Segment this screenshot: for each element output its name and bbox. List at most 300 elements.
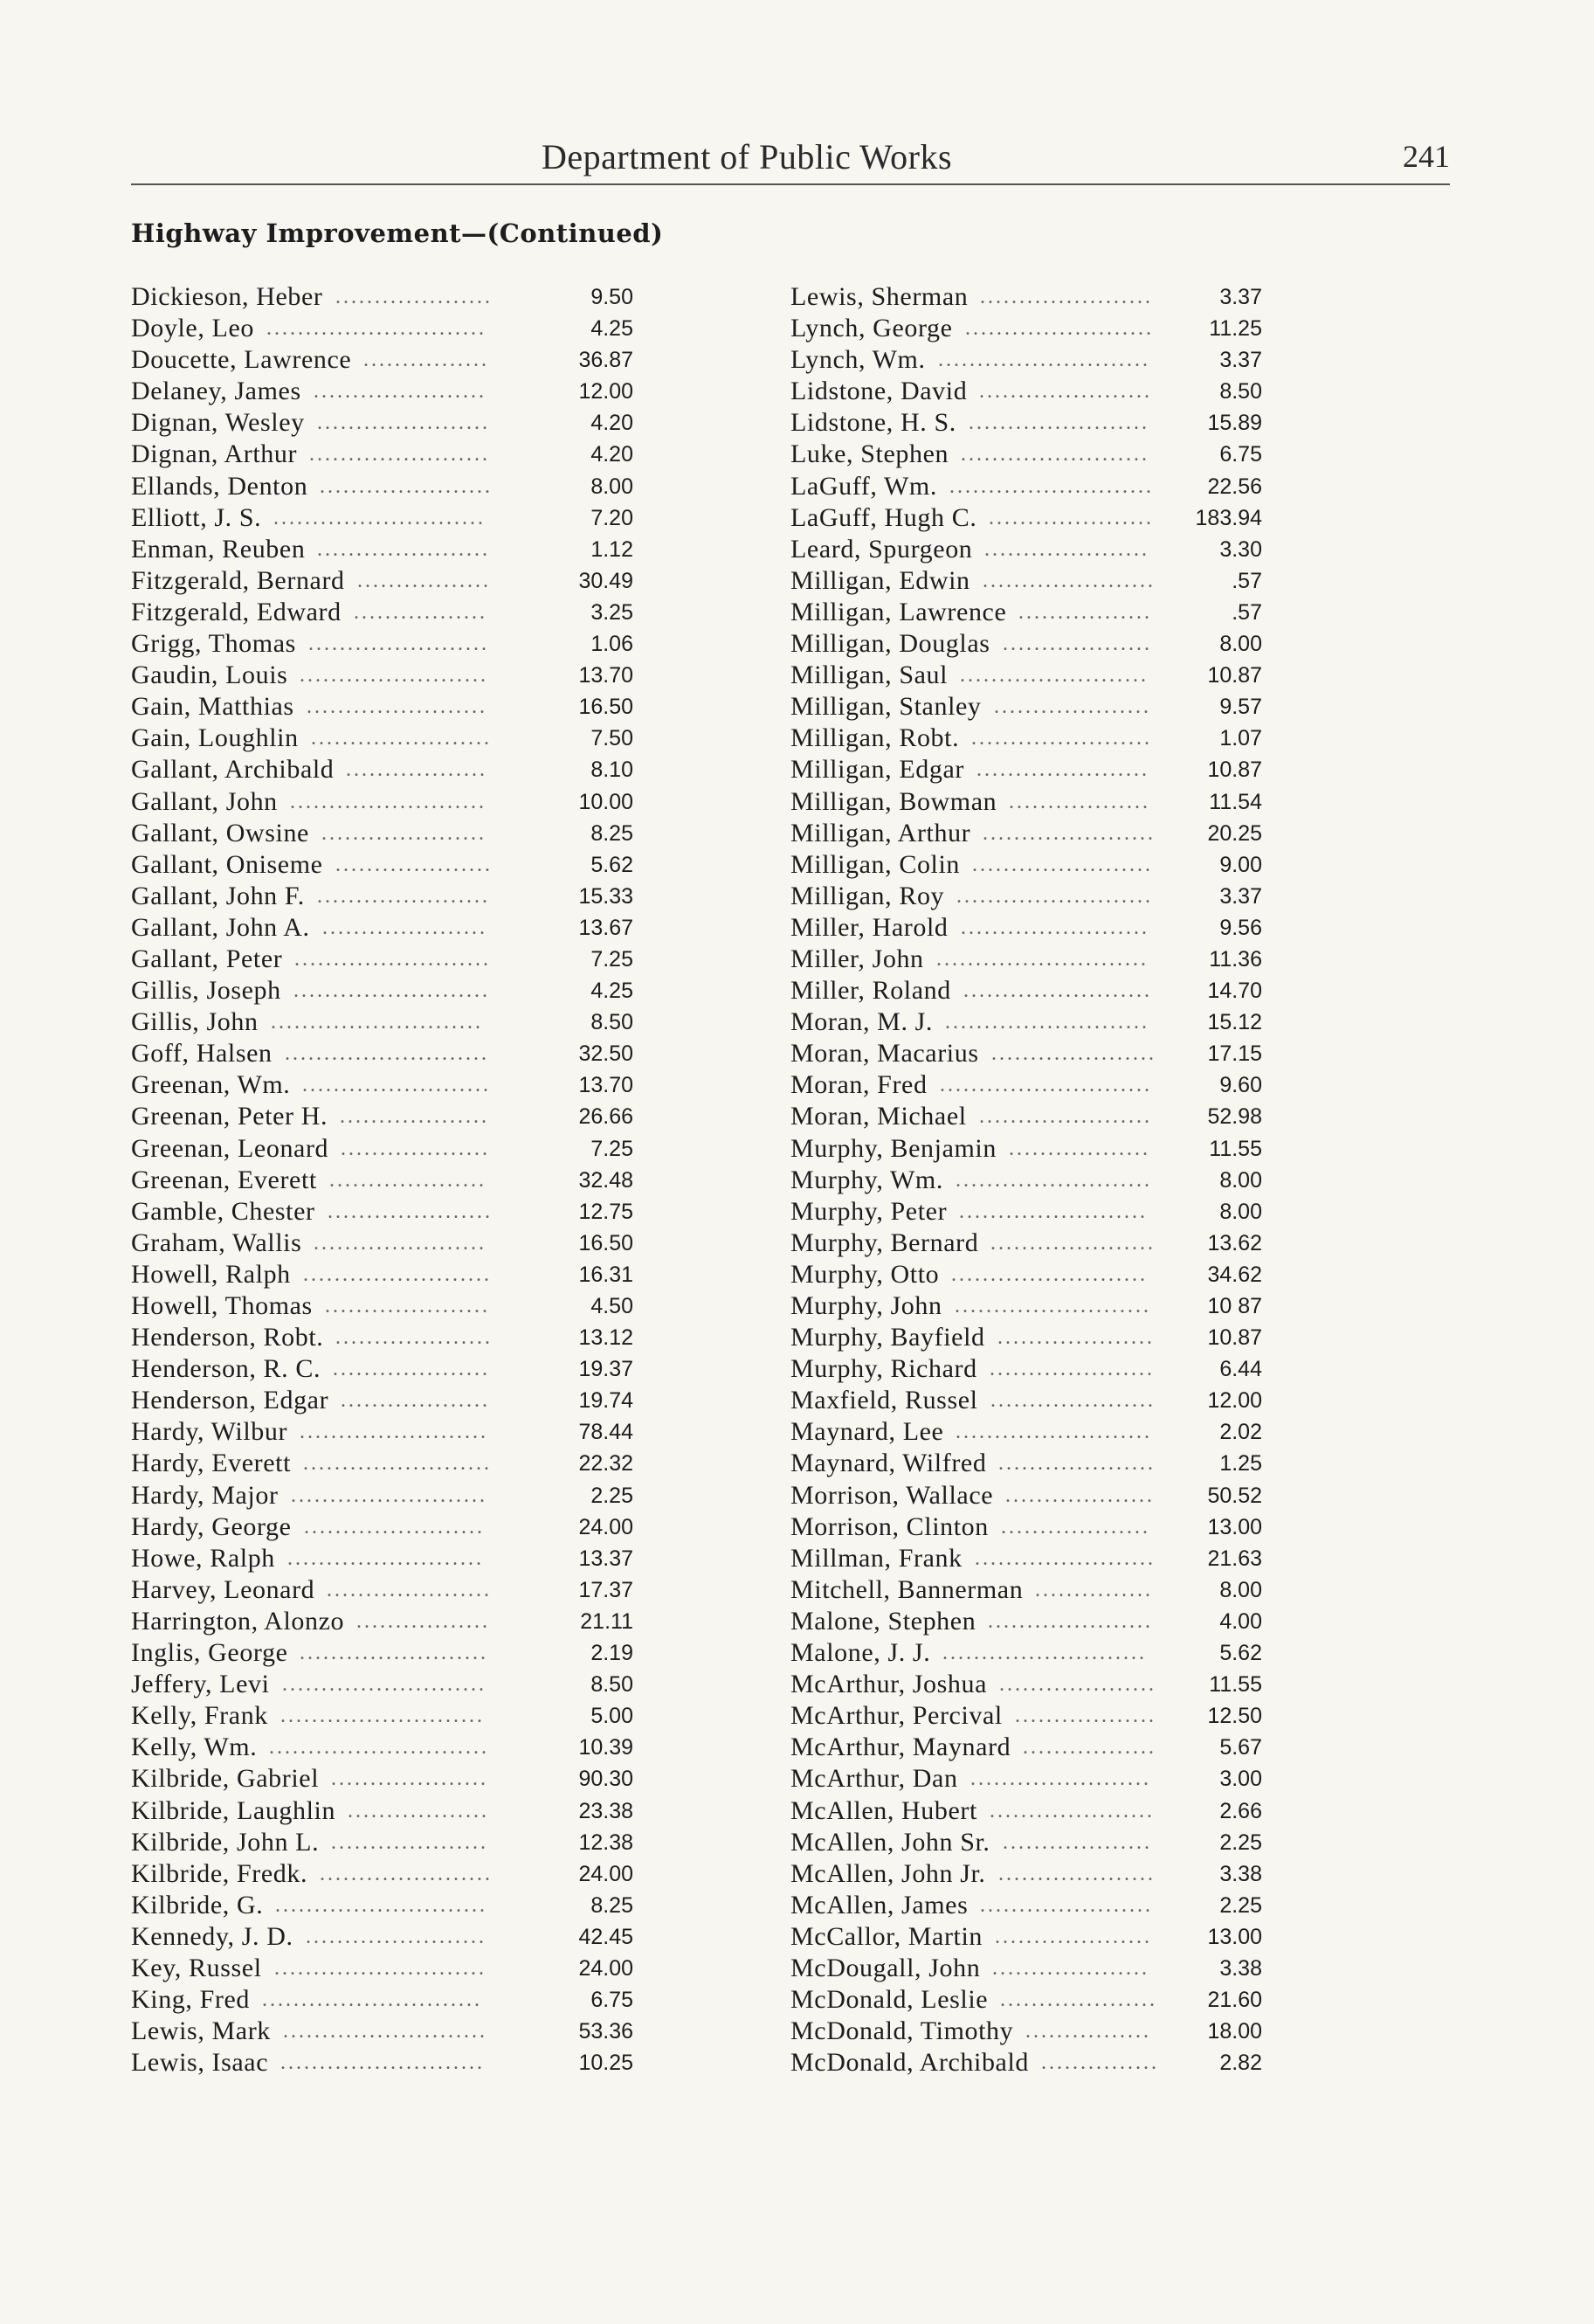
entry-name: Murphy, Otto [790,1259,940,1289]
leader-dots: ................. [354,600,487,624]
entry-name: Doyle, Leo [131,314,254,343]
list-item [790,1858,1262,1890]
entry-name: McDougall, John [790,1953,981,1982]
entry-name: Graham, Wallis [131,1228,302,1257]
entry-name: Hardy, Major [131,1480,279,1510]
entry-name: Gaudin, Louis [131,661,288,690]
leader-dots: .................... [335,1326,493,1350]
leader-dots: ...................... [983,569,1156,592]
list-item [131,1069,633,1101]
entry-amount: 11.36 [1209,946,1262,972]
list-item [790,1669,1262,1700]
list-item [131,344,633,376]
list-item [131,691,633,723]
entry-name: Milligan, Colin [790,849,961,879]
leader-dots: ......................... [956,1168,1152,1192]
leader-dots: ..................... [322,916,487,939]
list-item [131,818,633,849]
leader-dots: ..................... [991,1042,1156,1066]
entry-amount: 5.00 [590,1704,633,1729]
entry-amount: 4.20 [590,442,633,467]
entry-amount: 8.50 [590,1010,633,1035]
list-item [790,1416,1262,1448]
entry-amount: 53.36 [578,2019,633,2044]
list-item [131,1543,633,1574]
leader-dots: .................. [348,1799,489,1823]
page-header [131,131,1450,187]
entry-amount: 17.37 [578,1577,633,1602]
leader-dots: ......................... [294,947,491,971]
list-item [131,628,633,660]
entry-name: Elliott, J. S. [131,502,262,532]
leader-dots: ..................... [327,1578,492,1601]
list-item [790,1921,1262,1953]
leader-dots: .................... [997,1326,1155,1350]
list-item [131,376,633,407]
entry-amount: 4.00 [1219,1608,1262,1634]
list-item [131,1038,633,1069]
entry-amount: 6.75 [1219,442,1262,467]
entry-amount: 16.50 [578,1230,633,1255]
entry-amount: 17.15 [1207,1041,1262,1067]
list-item [790,565,1262,597]
entry-name: Milligan, Arthur [790,818,971,847]
entry-name: Henderson, R. C. [131,1354,321,1384]
list-item [131,1953,633,1984]
leader-dots: .......................... [285,1042,489,1066]
entry-amount: 22.32 [578,1451,633,1477]
list-item [131,1259,633,1290]
entry-name: Murphy, Wm. [790,1165,943,1194]
entry-amount: 11.54 [1209,789,1262,814]
entry-name: Kennedy, J. D. [131,1921,293,1951]
entry-amount: 14.70 [1207,979,1262,1004]
leader-dots: ........................... [936,947,1149,971]
entry-amount: 10.00 [578,789,633,814]
entry-amount: 2.66 [1219,1798,1262,1823]
leader-dots: ..................... [988,1609,1153,1633]
leader-dots: ...................... [980,1893,1153,1917]
list-item [131,1732,633,1763]
list-item [790,1574,1262,1606]
entry-amount: 26.66 [578,1104,633,1130]
entry-amount: 2.82 [1219,2051,1262,2076]
list-item [790,660,1262,691]
entry-amount: 5.62 [1219,1641,1262,1666]
entry-amount: 8.00 [1219,1167,1262,1193]
list-item [131,1606,633,1637]
leader-dots: ........................ [303,1452,492,1476]
leader-dots: ........................ [300,1421,488,1444]
leader-dots: .................... [331,1767,488,1791]
leader-dots: ......................... [290,790,486,813]
entry-name: Miller, Roland [790,976,951,1006]
entry-amount: 2.02 [1219,1420,1262,1445]
leader-dots: .......................... [280,1705,485,1728]
entry-name: Gallant, Peter [131,944,283,973]
leader-dots: ................... [1003,633,1152,656]
list-item [790,2047,1262,2078]
entry-amount: 15.89 [1207,411,1262,436]
entry-amount: 3.30 [1219,536,1262,562]
entry-amount: 3.37 [1219,348,1262,373]
leader-dots: ...................... [317,537,490,561]
list-item [131,723,633,754]
entry-name: McCallor, Martin [790,1921,983,1951]
entry-amount: 90.30 [578,1767,633,1792]
list-item [131,1322,633,1353]
entry-amount: 20.25 [1207,820,1262,846]
list-item [790,691,1262,723]
list-item [790,1196,1262,1228]
entry-name: Moran, Fred [790,1070,928,1100]
entry-amount: 13.62 [1207,1230,1262,1255]
entry-amount: 8.25 [590,1892,633,1918]
entry-name: Maxfield, Russel [790,1386,978,1415]
entry-amount: 9.57 [1219,695,1262,720]
leader-dots: ....................... [306,1925,486,1948]
leader-dots: ....................... [309,443,490,467]
list-item [790,849,1262,881]
list-item [131,1353,633,1385]
list-item [790,1290,1262,1322]
entry-amount: 78.44 [578,1420,633,1445]
entry-amount: 12.00 [578,379,633,405]
entry-amount: 50.52 [1207,1483,1262,1508]
list-item [790,1763,1262,1795]
leader-dots: ...................... [317,884,490,908]
leader-dots: .......................... [945,1011,1149,1034]
entry-name: Murphy, Benjamin [790,1133,997,1163]
entry-name: Gallant, John A. [131,912,310,942]
leader-dots: ....................... [304,1515,485,1539]
leader-dots: .................... [329,1168,486,1192]
entry-name: Gillis, Joseph [131,976,281,1006]
leader-dots: ..................... [325,1295,490,1318]
entry-amount: 4.25 [590,979,633,1004]
entry-amount: 21.60 [1207,1988,1262,2013]
list-item [790,1890,1262,1921]
entry-amount: 183.94 [1195,505,1262,530]
entry-name: McDonald, Archibald [790,2048,1030,2078]
leader-dots: .......................... [942,1642,1147,1665]
entry-amount: 42.45 [578,1924,633,1949]
list-item [131,754,633,785]
entry-name: Kelly, Wm. [131,1733,258,1762]
entry-name: Murphy, Richard [790,1354,977,1384]
list-item [131,1101,633,1132]
entry-amount: 8.00 [1219,1577,1262,1602]
entry-name: LaGuff, Hugh C. [790,502,977,532]
entry-amount: 9.56 [1219,915,1262,940]
leader-dots: ........................... [274,1956,486,1980]
leader-dots: ....................... [975,1546,1156,1570]
leader-dots: ..................... [328,1200,493,1223]
entry-name: McAllen, James [790,1890,969,1919]
list-item [131,1921,633,1953]
list-item [790,1228,1262,1259]
list-item [790,1827,1262,1858]
leader-dots: ......................... [955,1295,1151,1318]
entry-name: Milligan, Bowman [790,786,997,816]
leader-dots: .......................... [282,1673,486,1697]
list-item [131,1763,633,1795]
leader-dots: ........................... [938,349,1150,372]
list-item [131,1574,633,1606]
entry-name: Milligan, Saul [790,661,949,690]
leader-dots: .......................... [280,2051,485,2075]
entry-name: Ellands, Denton [131,471,308,501]
leader-dots: .................... [1000,1989,1157,2012]
list-item [131,849,633,881]
entry-name: Murphy, Bernard [790,1228,979,1257]
leader-dots: ........................... [940,1074,1152,1097]
list-item [790,1322,1262,1353]
list-item [790,471,1262,502]
entry-amount: 8.00 [1219,632,1262,657]
entry-amount: 7.25 [590,946,633,972]
leader-dots: ............... [1041,2051,1159,2075]
entry-amount: 7.50 [590,726,633,751]
leader-dots: .................. [1015,1705,1156,1728]
entry-amount: 8.50 [590,1672,633,1698]
entry-amount: 22.56 [1207,474,1262,499]
entry-name: Kilbride, Fredk. [131,1858,308,1888]
leader-dots: .................... [995,1925,1152,1948]
entry-name: Miller, Harold [790,912,949,942]
list-item [131,597,633,628]
entry-amount: 7.20 [590,505,633,530]
leader-dots: ......................... [956,1421,1152,1444]
leader-dots: ....................... [972,853,1153,876]
entry-name: Milligan, Douglas [790,629,990,659]
entry-amount: 10.87 [1207,757,1262,783]
entry-name: Greenan, Wm. [131,1070,291,1100]
leader-dots: ...................... [983,821,1156,845]
list-item [790,1606,1262,1637]
entry-name: Milligan, Lawrence [790,597,1007,626]
leader-dots: ............................ [266,317,486,341]
leader-dots: ......................... [293,979,490,1003]
entry-amount: 9.50 [590,285,633,309]
entry-name: Inglis, George [131,1638,288,1668]
leader-dots: ................. [357,569,491,592]
entry-amount: 1.25 [1219,1451,1262,1477]
leader-dots: ........................ [963,979,1152,1003]
entry-name: McAllen, John Jr. [790,1858,986,1888]
list-item [790,597,1262,628]
leader-dots: ...................... [320,1862,493,1885]
entry-amount: 16.31 [578,1262,633,1287]
entry-amount: 1.12 [590,536,633,562]
entry-amount: 3.37 [1219,883,1262,909]
entry-amount: 10 87 [1207,1294,1262,1318]
list-item [131,1700,633,1732]
entry-amount: 24.00 [578,1861,633,1886]
entry-name: McArthur, Joshua [790,1670,988,1699]
list-item [790,2016,1262,2047]
list-item [131,660,633,691]
entry-amount: 10.25 [578,2051,633,2076]
entry-name: Miller, John [790,944,924,973]
entry-name: Gallant, John [131,786,278,816]
entry-name: Hardy, Wilbur [131,1417,288,1447]
entry-name: Gallant, John F. [131,881,305,910]
entry-name: Moran, Michael [790,1102,967,1131]
entry-name: McAllen, John Sr. [790,1827,990,1857]
list-item [131,1858,633,1890]
entry-name: Howe, Ralph [131,1543,275,1573]
entry-name: Dignan, Wesley [131,408,305,438]
entry-amount: 3.00 [1219,1767,1262,1792]
entry-amount: 16.50 [578,695,633,720]
entry-name: Luke, Stephen [790,439,949,469]
entry-name: Milligan, Robt. [790,723,960,753]
list-item [790,754,1262,785]
entry-amount: 13.67 [578,915,633,940]
entry-name: Mitchell, Bannerman [790,1574,1024,1604]
leader-dots: ...................... [314,1231,486,1255]
list-item [131,1795,633,1827]
entry-amount: 8.00 [590,474,633,499]
entry-amount: 13.70 [578,663,633,688]
entry-name: Murphy, Bayfield [790,1323,985,1352]
entry-name: Hardy, George [131,1511,292,1541]
leader-dots: .......................... [283,2020,487,2044]
leader-dots: ........................ [300,664,488,688]
list-item [131,1165,633,1196]
entry-name: Leard, Spurgeon [790,534,973,564]
leader-dots: ..................... [990,1231,1156,1255]
entry-name: Fitzgerald, Bernard [131,565,345,595]
entry-name: Morrison, Wallace [790,1480,994,1510]
entry-name: Gillis, John [131,1007,259,1037]
list-item [131,1890,633,1921]
entry-amount: 12.50 [1207,1704,1262,1729]
leader-dots: .................... [335,286,493,308]
list-item [790,1795,1262,1827]
entry-amount: 13.37 [578,1546,633,1571]
entry-amount: 10.87 [1207,663,1262,688]
entry-amount: 23.38 [578,1798,633,1823]
entry-amount: 8.50 [1219,379,1262,405]
entry-amount: 11.55 [1209,1672,1262,1698]
leader-dots: ................. [1023,1736,1156,1760]
leader-dots: ................ [1025,2020,1151,2044]
leader-dots: ........................ [302,1074,491,1097]
entry-name: Murphy, Peter [790,1196,948,1226]
leader-dots: ................ [363,349,489,372]
list-item [790,534,1262,565]
entry-amount: 6.75 [590,1988,633,2013]
entry-amount: 11.55 [1209,1136,1262,1161]
entry-name: Maynard, Lee [790,1417,944,1447]
leader-dots: ......................... [291,1484,487,1507]
entry-name: Kilbride, John L. [131,1827,320,1857]
entry-name: Gain, Matthias [131,692,294,722]
list-item [131,1133,633,1165]
leader-dots: ............................ [269,1736,489,1760]
entry-name: Gamble, Chester [131,1196,315,1226]
leader-dots: ....................... [311,727,492,750]
entry-amount: 5.67 [1219,1735,1262,1760]
list-item [790,1165,1262,1196]
entry-amount: 19.37 [578,1357,633,1382]
entry-amount: 15.12 [1207,1010,1262,1035]
list-item [790,1069,1262,1101]
entry-amount: 12.00 [1207,1388,1262,1414]
leader-dots: ................... [1003,1830,1152,1854]
leader-dots: .................... [994,695,1151,719]
list-item [131,1827,633,1858]
entry-name: Malone, Stephen [790,1606,976,1636]
entry-name: McDonald, Leslie [790,1985,989,2015]
entry-name: Lewis, Sherman [790,282,969,311]
leader-dots: ................. [356,1609,490,1633]
entry-name: Millman, Frank [790,1543,963,1573]
entry-amount: 13.12 [578,1325,633,1351]
entry-name: Moran, M. J. [790,1007,934,1037]
entry-name: Milligan, Edgar [790,755,964,785]
list-item [131,2047,633,2078]
list-item [790,1448,1262,1479]
entry-name: Enman, Reuben [131,534,306,564]
entry-amount: 2.19 [590,1641,633,1666]
entry-name: Greenan, Everett [131,1165,317,1194]
entry-amount: 34.62 [1207,1262,1262,1287]
list-item [790,1101,1262,1132]
list-item [131,565,633,597]
list-item [790,1006,1262,1038]
leader-dots: ....................... [969,412,1149,435]
entry-name: Morrison, Clinton [790,1511,989,1541]
list-item [131,1006,633,1038]
list-item [131,1511,633,1543]
list-item [131,407,633,439]
list-item [131,2016,633,2047]
entry-amount: 3.38 [1219,1861,1262,1886]
leader-dots: ..................... [984,537,1149,561]
entry-name: Lidstone, David [790,377,968,406]
entry-name: Maynard, Wilfred [790,1449,987,1478]
entry-amount: 24.00 [578,1955,633,1981]
leader-dots: ...................... [976,758,1149,782]
list-item [131,471,633,502]
list-item [131,502,633,534]
entry-name: Malone, J. J. [790,1638,931,1668]
entry-name: Greenan, Leonard [131,1133,329,1163]
entry-name: McArthur, Maynard [790,1733,1011,1762]
entry-name: Gain, Loughlin [131,723,299,753]
entry-name: Doucette, Lawrence [131,345,352,375]
entry-name: Lynch, Wm. [790,345,926,375]
leader-dots: ........................... [275,1893,487,1917]
leader-dots: ............... [1035,1578,1153,1601]
leader-dots: ......................... [956,884,1153,908]
entry-name: Henderson, Edgar [131,1386,329,1415]
leader-dots: ....................... [970,1767,1151,1791]
entry-name: Gallant, Oniseme [131,849,323,879]
leader-dots: ........................ [961,916,1149,939]
list-item [790,376,1262,407]
list-item [131,786,633,818]
list-item [790,1543,1262,1574]
entry-amount: 32.48 [578,1167,633,1193]
leader-dots: .................... [335,853,493,876]
entry-amount: 11.25 [1209,316,1262,342]
leader-dots: ....................... [308,633,489,656]
entry-name: Harvey, Leonard [131,1574,315,1604]
